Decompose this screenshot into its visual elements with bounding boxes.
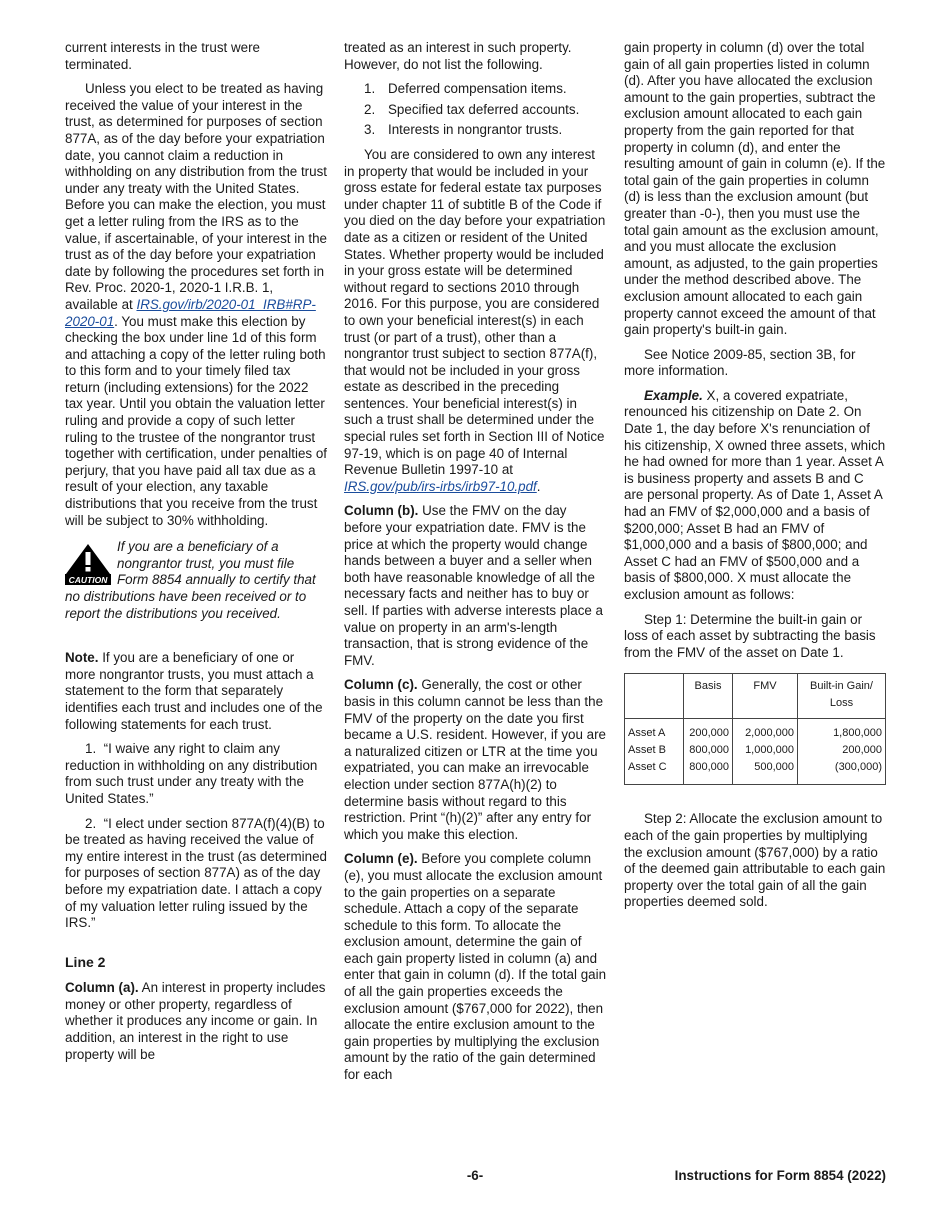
column-b-heading: Column (b).: [344, 503, 419, 519]
line-2-heading: Line 2: [65, 953, 106, 970]
column-e-heading: Column (e).: [344, 851, 418, 867]
table-header-row: [625, 674, 886, 719]
example-heading: Example.: [644, 387, 703, 403]
column-a-text: An interest in property includes money or other property, regardless of whether it produces any income or gain. In addition, an interest in the right to use property will be: [65, 980, 326, 1062]
column-a-heading: Column (a).: [65, 980, 139, 996]
paragraph-column-c: [344, 677, 606, 843]
list-item-number: 2.: [364, 101, 376, 117]
column-1: [65, 40, 327, 1071]
paragraph-interest-property: treated as an interest in such property. However, do not list the following.: [344, 40, 572, 72]
statement-2: 2. “I elect under section 877A(f)(4)(B) to be treated as having received the value of my entire interest in the trust (as determined for purposes of section 877A) as of the day before my expatriation date. I attach a copy of my valuation letter ruling issued by the IRS.”: [65, 815, 327, 931]
irb-2020-01-link[interactable]: IRS.gov/irb/2020-01_IRB#RP-2020-01: [65, 296, 316, 329]
list-item-text: Deferred compensation items.: [388, 81, 567, 97]
paragraph-note: [65, 650, 327, 733]
paragraph-notice-reference: See Notice 2009-85, section 3B, for more information.: [624, 346, 856, 379]
step-2: Step 2: Allocate the exclusion amount to each of the gain properties by multiplying the exclusion amount ($767,000) by a ratio of the deemed gain attributable to each gain property over the total gain of all the gain properties deemed sold.: [624, 811, 886, 910]
asset-labels-cell: Asset A Asset B Asset C: [625, 719, 684, 785]
caution-text: If you are a beneficiary of a nongrantor trust, you must file Form 8854 annually to certify that no distributions have been received or to report the distributions you received.: [65, 539, 316, 621]
note-heading: Note.: [65, 650, 99, 666]
table-header-basis: Basis: [684, 674, 733, 719]
gain-loss-cell: 1,800,000 200,000 (300,000): [798, 719, 886, 785]
gross-estate-text-b: .: [536, 478, 541, 494]
table-header-blank: [625, 674, 684, 719]
excluded-items-list: [344, 81, 606, 139]
gross-estate-text-a: You are considered to own any interest in property that would be included in your gross estate for federal estate tax purposes under chapter 11 of subtitle B of the Code if you died on the day before your expatriation date as a citizen or resident of the United States. Whether property would be included in your gross estate will be determined without regard to sections 2010 through 2016. For this purpose, you are considered to own your beneficial interest(s) in each trust (or part of a trust), other than a nongrantor trust subject to section 877A(f), that would not be included in your gross estate as described in the preceding sentences. Your beneficial interest(s) in such a trust shall be determined under the special rules set forth in Section III of Notice 97-19, which is on page 40 of Internal Revenue Bulletin 1997-10 at: [344, 146, 606, 478]
page-number: -6-: [466, 1168, 484, 1183]
basis-cell: 200,000 800,000 800,000: [684, 719, 733, 785]
irb97-10-link[interactable]: IRS.gov/pub/irs-irbs/irb97-10.pdf: [344, 478, 537, 494]
list-item-text: Specified tax deferred accounts.: [388, 101, 580, 117]
form-title-footer: Instructions for Form 8854 (2022): [674, 1168, 886, 1183]
paragraph-election: [65, 81, 327, 529]
column-c-text: Generally, the cost or other basis in this column cannot be less than the FMV of the property on the date you first became a U.S. resident. However, if you are a naturalized citizen or LTR at the time you expatriated, you can make an irrevocable election under section 877A(h)(2) to determine basis without regard to this restriction. Print “(h)(2)” after any entry for which you make this election.: [344, 677, 606, 842]
paragraph-trust-terminated: current interests in the trust were terminated.: [65, 40, 260, 72]
election-text-b: . You must make this election by checking the box under line 1d of this form and attaching a copy of the letter ruling both to this form and to your timely filed tax return (including extensions) for the 2022 tax year. Until you obtain the valuation letter ruling and provide a copy of such letter ruling to the trustee of the nongrantor trust together with certification, under penalties of perjury, that you have paid all tax due as a result of your election, any taxable distributions that you receive from the trust will be subject to 30% withholding.: [65, 313, 328, 528]
table-header-gain-loss: Built-in Gain/ Loss: [798, 674, 886, 719]
fmv-cell: 2,000,000 1,000,000 500,000: [733, 719, 798, 785]
column-3: [624, 40, 886, 919]
paragraph-example: [624, 388, 886, 604]
column-e-text: Before you complete column (e), you must allocate the exclusion amount to the gain properties on a separate schedule. Attach a copy of the separate schedule to this form. To allocate the exclusion amount, determine the gain of each gain property listed in column (a) and enter that gain in column (d). If the total gain of all the gain properties exceeds the exclusion amount ($767,000 for 2022), then allocate the entire exclusion amount to the gain properties by multiplying the exclusion amount by the ratio of the gain determined for each: [344, 851, 607, 1083]
list-item-number: 1.: [364, 81, 376, 97]
list-item-text: Interests in nongrantor trusts.: [388, 122, 563, 138]
column-c-heading: Column (c).: [344, 677, 418, 693]
gain-loss-table: [624, 673, 886, 785]
example-text: X, a covered expatriate, renounced his citizenship on Date 2. On Date 1, the day before X's renunciation of his citizenship, X owned three assets, which he had owned for more than 1 year. Asset A is business property and assets B and C are personal property. As of Date 1, Asset A had an FMV of $2,000,000 and a basis of $200,000; Asset B had an FMV of $1,000,000 and a basis of $800,000; and Asset C had an FMV of $500,000 and a basis of $800,000. X must allocate the exclusion amount as follows:: [624, 387, 886, 602]
table-row: [625, 719, 886, 785]
column-b-text: Use the FMV on the day before your expatriation date. FMV is the price at which the property would change hands between a buyer and a seller when both have reasonable knowledge of all the necessary facts and neither has to buy or sell. If parties with adverse interests place a value on property in an arm's-length transaction, that is strong evidence of the FMV.: [344, 503, 604, 668]
paragraph-column-a: [65, 980, 327, 1063]
list-item: [344, 102, 606, 119]
paragraph-allocation: gain property in column (d) over the total gain of all gain properties listed in column (d). After you have allocated the exclusion amount to the gain properties, subtract the exclusion amount allocated to each gain property from the gain reported for that property in column (d), and enter the resulting amount of gain in column (e). If the total gain of the gain properties in column (d) is less than the exclusion amount (but greater than -0-), then you must use the total gain amount as the exclusion amount, and you must allocate the exclusion amount, as adjusted, to the gain properties under the method described above. The exclusion amount allocated to each gain property cannot exceed the amount of that gain property's built-in gain.: [624, 40, 886, 338]
step-1: Step 1: Determine the built-in gain or loss of each asset by subtracting the basis from the FMV of the asset on Date 1.: [624, 611, 876, 660]
table-header-fmv: FMV: [733, 674, 798, 719]
election-text-a: Unless you elect to be treated as having received the value of your interest in the trust, as determined for purposes of section 877A, as of the day before your expatriation date, you cannot claim a reduction in withholding on any distribution from the trust under any treaty with the United States. Before you can make the election, you must get a letter ruling from the IRS as to the value, if ascertainable, of your interest in the trust as of the day before your expatriation date by following the procedures set forth in Rev. Proc. 2020-1, 2020-1 I.R.B. 1, available at: [65, 81, 328, 312]
list-item: [344, 122, 606, 139]
paragraph-column-b: [344, 503, 606, 669]
note-text: If you are a beneficiary of one or more nongrantor trusts, you must attach a statement to the form that separately identifies each trust and includes one of the following statements for each trust.: [65, 650, 323, 732]
caution-box: [65, 539, 327, 622]
list-item: [344, 81, 606, 98]
paragraph-gross-estate: [344, 147, 606, 495]
list-item-number: 3.: [364, 122, 376, 138]
paragraph-column-e: [344, 851, 606, 1083]
column-2: [344, 40, 606, 1092]
caution-icon: [65, 543, 111, 585]
caution-icon-label: CAUTION: [68, 575, 108, 586]
statement-1: 1. “I waive any right to claim any reduction in withholding on any distribution from such trust under any treaty with the United States.”: [65, 741, 318, 806]
